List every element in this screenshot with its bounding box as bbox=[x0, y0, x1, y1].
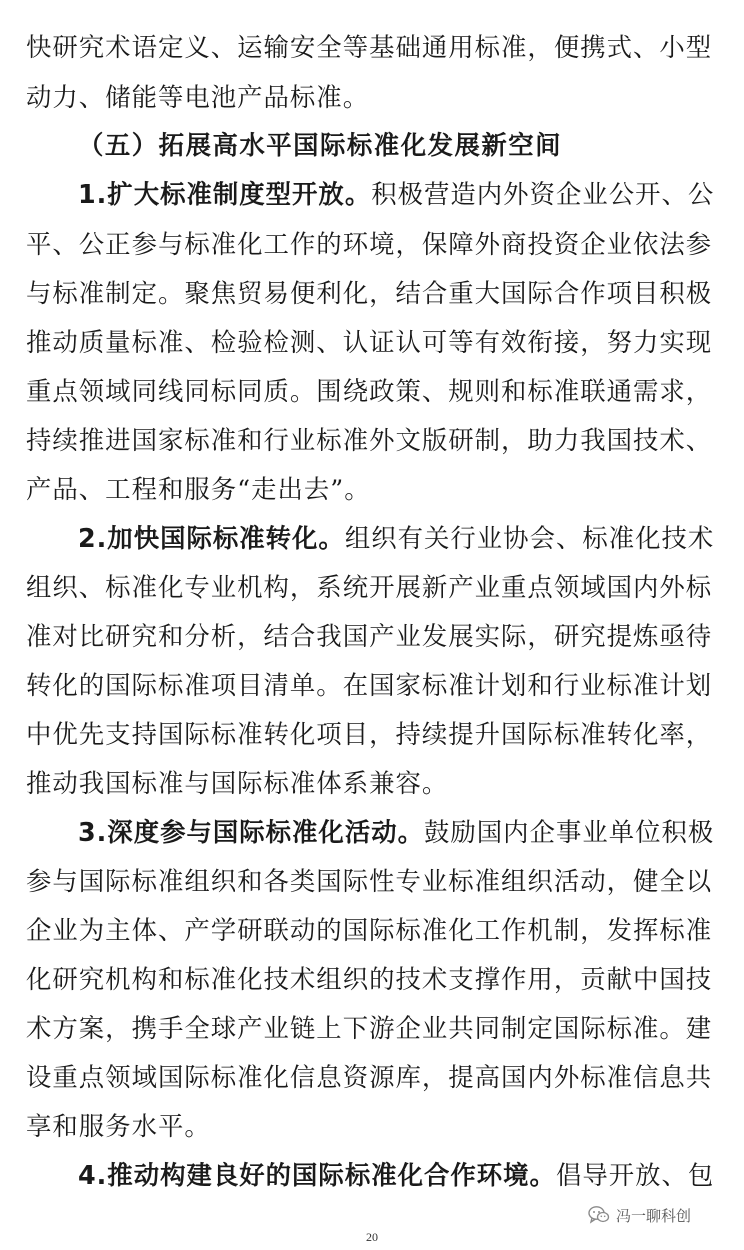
body-line: 重点领域同线同标同质。围绕政策、规则和标准联通需求， bbox=[26, 376, 713, 406]
paragraph-text: 倡导开放、包 bbox=[555, 1160, 715, 1190]
watermark bbox=[588, 1203, 691, 1227]
body-line: 企业为主体、产学研联动的国际标准化工作机制，发挥标准 bbox=[26, 915, 713, 945]
body-line: 化研究机构和标准化技术组织的技术支撑作用，贡献中国技 bbox=[26, 964, 713, 994]
paragraph-text: 鼓励国内企事业单位积极 bbox=[424, 817, 715, 847]
body-line: 持续推进国家标准和行业标准外文版研制，助力我国技术、 bbox=[26, 425, 713, 455]
body-line: 参与国际标准组织和各类国际性专业标准组织活动，健全以 bbox=[26, 866, 713, 896]
body-line: 平、公正参与标准化工作的环境，保障外商投资企业依法参 bbox=[26, 229, 713, 259]
paragraph-heading: 4.推动构建良好的国际标准化合作环境。 bbox=[78, 1160, 556, 1190]
body-line: 与标准制定。聚焦贸易便利化，结合重大国际合作项目积极 bbox=[26, 278, 713, 308]
watermark-text: 冯一聊科创 bbox=[616, 1206, 692, 1225]
body-line: 设重点领域国际标准化信息资源库，提高国内外标准信息共 bbox=[26, 1062, 713, 1092]
paragraph-text: 组织有关行业协会、标准化技术 bbox=[344, 523, 715, 553]
section-heading: （五）拓展高水平国际标准化发展新空间 bbox=[78, 130, 563, 160]
paragraph-heading: 1.扩大标准制度型开放。 bbox=[78, 179, 372, 209]
body-line: 组织、标准化专业机构，系统开展新产业重点领域国内外标 bbox=[26, 572, 713, 602]
paragraph-first-line bbox=[78, 518, 744, 558]
paragraph-first-line bbox=[78, 174, 744, 214]
body-line: 推动我国标准与国际标准体系兼容。 bbox=[26, 768, 449, 798]
body-line: 转化的国际标准项目清单。在国家标准计划和行业标准计划 bbox=[26, 670, 713, 700]
paragraph-heading: 2.加快国际标准转化。 bbox=[78, 523, 345, 553]
body-line: 动力、储能等电池产品标准。 bbox=[26, 82, 370, 112]
body-line: 准对比研究和分析，结合我国产业发展实际，研究提炼亟待 bbox=[26, 621, 713, 651]
body-line: 中优先支持国际标准转化项目，持续提升国际标准转化率， bbox=[26, 719, 713, 749]
body-line: 产品、工程和服务“走出去”。 bbox=[26, 474, 371, 504]
page-number: 20 bbox=[366, 1230, 378, 1244]
body-line: 快研究术语定义、运输安全等基础通用标准，便携式、小型 bbox=[26, 32, 713, 62]
wechat-icon bbox=[588, 1205, 610, 1225]
paragraph-text: 积极营造内外资企业公开、公 bbox=[371, 179, 715, 209]
body-line: 推动质量标准、检验检测、认证认可等有效衔接，努力实现 bbox=[26, 327, 713, 357]
body-line: 享和服务水平。 bbox=[26, 1111, 211, 1141]
paragraph-first-line bbox=[78, 812, 744, 852]
paragraph-first-line bbox=[78, 1155, 744, 1195]
body-line: 术方案，携手全球产业链上下游企业共同制定国际标准。建 bbox=[26, 1013, 713, 1043]
paragraph-heading: 3.深度参与国际标准化活动。 bbox=[78, 817, 424, 847]
